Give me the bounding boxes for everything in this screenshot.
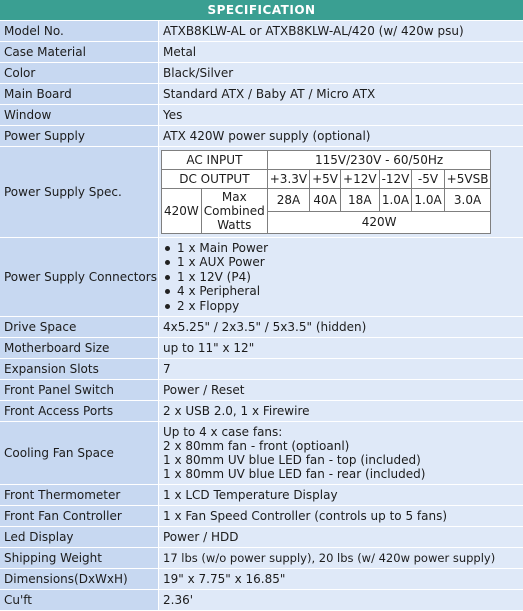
table-row xyxy=(0,380,523,401)
cooling-line: 1 x 80mm UV blue LED fan - top (included) xyxy=(163,453,523,467)
spec-label: Main Board xyxy=(0,84,159,105)
rail-label: -12V xyxy=(379,170,412,189)
spec-label: Cooling Fan Space xyxy=(0,422,159,485)
table-row xyxy=(0,338,523,359)
spec-label: Power Supply Connectors xyxy=(0,238,159,317)
spec-value: Power / HDD xyxy=(159,527,523,548)
table-row xyxy=(0,506,523,527)
spec-label: Power Supply xyxy=(0,126,159,147)
spec-value xyxy=(159,147,523,238)
specification-title: SPECIFICATION xyxy=(0,0,523,21)
spec-value: 2.36' xyxy=(159,590,523,611)
ac-input-value: 115V/230V - 60/50Hz xyxy=(267,151,491,170)
spec-value: 17 lbs (w/o power supply), 20 lbs (w/ 420w power supply) xyxy=(159,548,523,569)
spec-value: ATX 420W power supply (optional) xyxy=(159,126,523,147)
spec-value: 4x5.25" / 2x3.5" / 5x3.5" (hidden) xyxy=(159,317,523,338)
spec-label: Led Display xyxy=(0,527,159,548)
rail-label: +3.3V xyxy=(267,170,309,189)
spec-label: Front Fan Controller xyxy=(0,506,159,527)
rail-amp: 1.0A xyxy=(379,189,412,212)
spec-value: Yes xyxy=(159,105,523,126)
spec-label: Dimensions(DxWxH) xyxy=(0,569,159,590)
rail-label: +12V xyxy=(341,170,380,189)
table-row xyxy=(0,84,523,105)
connector-list xyxy=(163,241,523,314)
spec-label: Shipping Weight xyxy=(0,548,159,569)
table-row xyxy=(0,485,523,506)
spec-value xyxy=(159,422,523,485)
cooling-line: Up to 4 x case fans: xyxy=(163,425,523,439)
spec-label: Motherboard Size xyxy=(0,338,159,359)
spec-label: Drive Space xyxy=(0,317,159,338)
rail-label: +5VSB xyxy=(444,170,491,189)
table-row xyxy=(0,527,523,548)
psu-ac-row xyxy=(162,151,491,170)
spec-value: 1 x LCD Temperature Display xyxy=(159,485,523,506)
list-item: 1 x Main Power xyxy=(177,241,523,256)
table-row xyxy=(0,422,523,485)
dc-output-label: DC OUTPUT xyxy=(162,170,268,189)
spec-value: 7 xyxy=(159,359,523,380)
table-row xyxy=(0,569,523,590)
table-row xyxy=(0,238,523,317)
spec-label: Model No. xyxy=(0,21,159,42)
table-row xyxy=(0,63,523,84)
spec-label: Window xyxy=(0,105,159,126)
rail-amp: 3.0A xyxy=(444,189,491,212)
list-item: 2 x Floppy xyxy=(177,299,523,314)
spec-label: Case Material xyxy=(0,42,159,63)
spec-label: Front Thermometer xyxy=(0,485,159,506)
max-combined-label: Max Combined Watts xyxy=(201,189,267,234)
psu-watt-label: 420W xyxy=(162,189,202,234)
table-row xyxy=(0,126,523,147)
table-row xyxy=(0,590,523,611)
list-item: 1 x AUX Power xyxy=(177,255,523,270)
rail-amp: 18A xyxy=(341,189,380,212)
ac-input-label: AC INPUT xyxy=(162,151,268,170)
spec-value: Power / Reset xyxy=(159,380,523,401)
spec-label: Front Panel Switch xyxy=(0,380,159,401)
spec-value: 1 x Fan Speed Controller (controls up to 5 fans) xyxy=(159,506,523,527)
spec-label: Expansion Slots xyxy=(0,359,159,380)
spec-value: Standard ATX / Baby AT / Micro ATX xyxy=(159,84,523,105)
list-item: 4 x Peripheral xyxy=(177,284,523,299)
table-row xyxy=(0,105,523,126)
table-row xyxy=(0,401,523,422)
spec-label: Front Access Ports xyxy=(0,401,159,422)
list-item: 1 x 12V (P4) xyxy=(177,270,523,285)
spec-value: Black/Silver xyxy=(159,63,523,84)
psu-amp-row xyxy=(162,189,491,212)
spec-value xyxy=(159,238,523,317)
cooling-line: 2 x 80mm fan - front (optioanl) xyxy=(163,439,523,453)
spec-value: up to 11" x 12" xyxy=(159,338,523,359)
table-row xyxy=(0,21,523,42)
table-row xyxy=(0,359,523,380)
spec-value: 19" x 7.75" x 16.85" xyxy=(159,569,523,590)
max-combined-value: 420W xyxy=(267,211,491,234)
spec-label: Color xyxy=(0,63,159,84)
psu-spec-table xyxy=(161,150,491,234)
table-row xyxy=(0,317,523,338)
spec-value: Metal xyxy=(159,42,523,63)
rail-amp: 28A xyxy=(267,189,309,212)
cooling-line: 1 x 80mm UV blue LED fan - rear (included) xyxy=(163,467,523,481)
rail-amp: 1.0A xyxy=(412,189,444,212)
rail-label: -5V xyxy=(412,170,444,189)
rail-amp: 40A xyxy=(310,189,341,212)
spec-table xyxy=(0,21,523,611)
table-row xyxy=(0,147,523,238)
rail-label: +5V xyxy=(310,170,341,189)
table-row xyxy=(0,548,523,569)
psu-rail-row xyxy=(162,170,491,189)
spec-value: ATXB8KLW-AL or ATXB8KLW-AL/420 (w/ 420w psu) xyxy=(159,21,523,42)
spec-value: 2 x USB 2.0, 1 x Firewire xyxy=(159,401,523,422)
spec-label: Power Supply Spec. xyxy=(0,147,159,238)
spec-label: Cu'ft xyxy=(0,590,159,611)
table-row xyxy=(0,42,523,63)
